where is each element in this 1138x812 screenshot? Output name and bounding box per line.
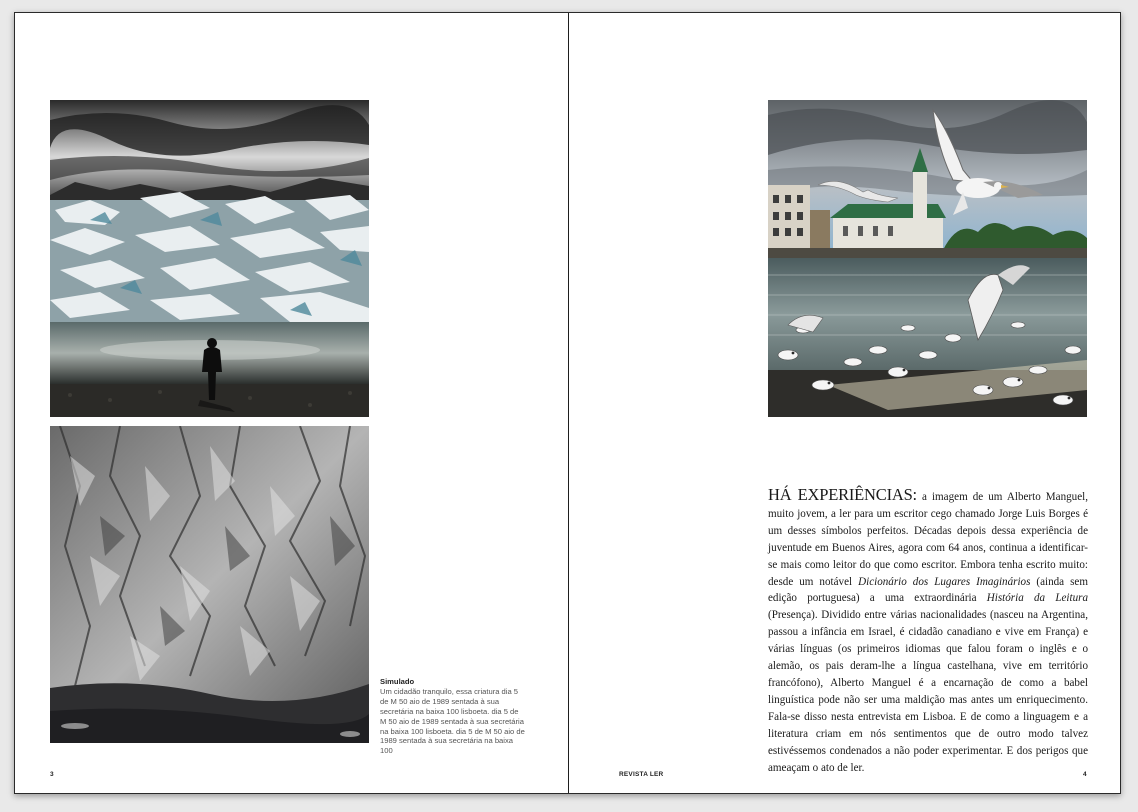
article-lead: HÁ EXPERIÊNCIAS: bbox=[768, 485, 917, 504]
glacier-photo bbox=[50, 100, 369, 417]
page-gutter bbox=[568, 13, 569, 793]
photo-caption bbox=[380, 677, 525, 756]
magazine-spread bbox=[14, 12, 1121, 794]
article-text-3: (Presença). Dividido entre várias nacionalidades (nasceu na Argentina, passou a infância em Israel, é cidadão canadiano e vive em França) e várias línguas (os primeiros idiomas que falou foram o inglês e o alemão, os pais deram-lhe a língua castelhana, vive em território francófono), Alberto Manguel é a encarnação de como a babel linguística pode não ser uma maldição mas antes um enriquecimento. Fala-se disso nesta entrevista em Lisboa. E de como a linguagem e a literatura criam em nós sentimentos que de outro modo talvez estivéssemos condenados a não poder experimentar. E dos perigos que ameaçam o ato de ler. bbox=[768, 609, 1088, 774]
caption-body: Um cidadão tranquilo, essa criatura dia 5 de M 50 aio de 1989 sentada à sua secretária na baixa 100 lisboeta. dia 5 de M 50 aio de 1989 sentada à sua secretária na baixa 100 lisboeta. dia 5 de M 50 aio de 1989 sentada à sua secretária na baixa 100 bbox=[380, 686, 525, 756]
rock-formation-photo bbox=[50, 426, 369, 743]
page-number-left: 3 bbox=[50, 771, 54, 778]
page-number-right: 4 bbox=[1083, 771, 1087, 778]
caption-title: Simulado bbox=[380, 677, 415, 686]
running-footer: REVISTA LER bbox=[619, 771, 664, 778]
article-text-2: (ainda sem edição portuguesa) a uma extraordinária bbox=[768, 575, 1088, 605]
article-text-1: a imagem de um Alberto Manguel, muito jovem, a ler para um escritor cego chamado Jorge Luis Borges é um desses símbolos perfeitos. Décadas depois dessa experiência de juventude em Buenos Aires, agora com 64 anos, continua a identificar-se mais como leitor do que como escritor. Embora tenha escrito muito: desde um notável bbox=[768, 491, 1088, 588]
article-intro bbox=[768, 487, 1088, 776]
book-title-dicionario: Dicionário dos Lugares Imaginários bbox=[858, 575, 1031, 588]
book-title-historia: História da Leitura bbox=[986, 592, 1088, 605]
seagulls-lake-photo bbox=[768, 100, 1087, 417]
